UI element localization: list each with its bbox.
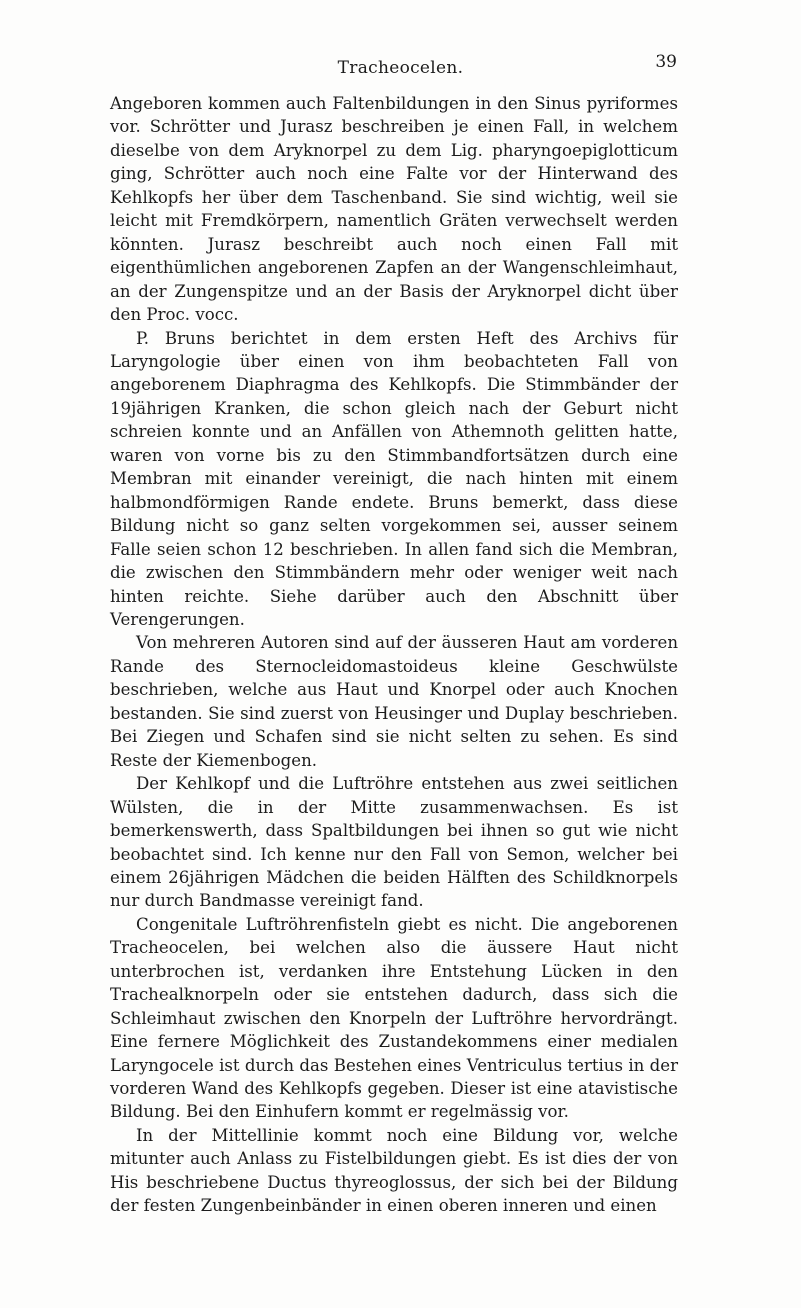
paragraph-congenital-folds: Angeboren kommen auch Faltenbildungen in den Sinus pyriformes vor. Schrötter und Jurasz beschreiben je einen Fall, in welchem dieselbe von dem Aryknorpel zu dem Lig. pharyngoepiglotticum ging, Schrötter auch noch eine Falte vor der Hinterwand des Kehlkopfs her über dem Taschenband. Sie sind wichtig, weil sie leicht mit Fremdkörpern, namentlich Gräten verwechselt werden könnten. Jurasz beschreibt auch noch einen Fall mit eigenthümlichen angeborenen Zapfen an der Wangenschleimhaut, an der Zungenspitze und an der Basis der Aryknorpel dicht über den Proc. vocc.: [110, 94, 678, 325]
paragraph-bruns-diaphragm: P. Bruns berichtet in dem ersten Heft des Archivs für Laryngologie über einen von ihm beobachteten Fall von angeborenem Diaphragma des Kehlkopfs. Die Stimmbänder der 19jährigen Kranken, die schon gleich nach der Geburt nicht schreien konnte und an Anfällen von Athemnoth gelitten hatte, waren von vorne bis zu den Stimmbandfortsätzen durch eine Membran mit einander vereinigt, die nach hinten mit einem halbmondförmigen Rande endete. Bruns bemerkt, dass diese Bildung nicht so ganz selten vorgekommen sei, ausser seinem Falle seien schon 12 beschrieben. In allen fand sich die Membran, die zwischen den Stimmbändern mehr oder weniger weit nach hinten reichte. Siehe darüber auch den Abschnitt über Verengerungen.: [110, 328, 678, 629]
paragraph-tracheoceles: Congenitale Luftröhrenfisteln giebt es nicht. Die angeborenen Tracheocelen, bei welchen also die äussere Haut nicht unterbrochen ist, verdanken ihre Entstehung Lücken in den Trachealknorpeln oder sie entstehen dadurch, dass sich die Schleimhaut zwischen den Knorpeln der Luftröhre hervordrängt. Eine fernere Möglichkeit des Zustandekommens einer medialen Laryngocele ist durch das Bestehen eines Ventriculus tertius in der vorderen Wand des Kehlkopfs gegeben. Dieser ist eine atavistische Bildung. Bei den Einhufern kommt er regelmässig vor.: [110, 914, 678, 1122]
paragraph-larynx-development: Der Kehlkopf und die Luftröhre entstehen aus zwei seitlichen Wülsten, die in der Mitte zusammenwachsen. Es ist bemerkenswerth, dass Spaltbildungen bei ihnen so gut wie nicht beobachtet sind. Ich kenne nur den Fall von Semon, welcher bei einem 26jährigen Mädchen die beiden Hälften des Schildknorpels nur durch Bandmasse vereinigt fand.: [110, 774, 678, 911]
paragraph-ductus-thyreoglossus: In der Mittellinie kommt noch eine Bildung vor, welche mitunter auch Anlass zu Fistelbildungen giebt. Es ist dies der von His beschriebene Ductus thyreoglossus, der sich bei der Bildung der festen Zungenbeinbänder in einen oberen inneren und einen: [110, 1125, 678, 1216]
page-number: 39: [655, 52, 677, 72]
page-header: [0, 52, 801, 82]
running-title: Tracheocelen.: [337, 58, 464, 78]
paragraph-sternocleidomastoid-growths: Von mehreren Autoren sind auf der äusseren Haut am vorderen Rande des Sternocleidomastoideus kleine Geschwülste beschrieben, welche aus Haut und Knorpel oder auch Knochen bestanden. Sie sind zuerst von Heusinger und Duplay beschrieben. Bei Ziegen und Schafen sind sie nicht selten zu sehen. Es sind Reste der Kiemenbogen.: [110, 633, 678, 770]
body-text: [110, 92, 678, 1218]
